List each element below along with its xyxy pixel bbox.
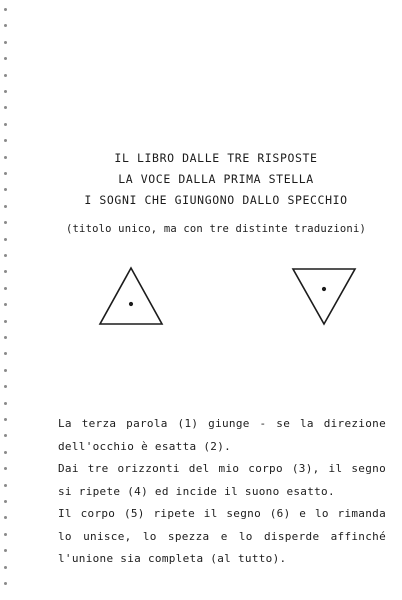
binding-hole	[4, 106, 7, 109]
title-block	[0, 148, 402, 211]
body-line-4: si ripete (4) ed incide il suono esatto.	[58, 484, 335, 498]
binding-hole	[4, 24, 7, 27]
body-line-3: Dai tre orizzonti del mio corpo (3), il segno	[58, 462, 386, 475]
body-line-1: La terza parola (1) giunge - se la direzione	[58, 417, 386, 430]
binding-hole	[4, 549, 7, 552]
binding-hole	[4, 139, 7, 142]
binding-hole	[4, 484, 7, 487]
binding-hole	[4, 369, 7, 372]
binding-hole	[4, 90, 7, 93]
binding-hole	[4, 582, 7, 585]
symbols-row	[0, 262, 402, 332]
body-line-2: dell'occhio è esatta (2).	[58, 439, 232, 453]
subtitle: (titolo unico, ma con tre distinte traduzioni)	[66, 223, 366, 235]
binding-hole	[4, 516, 7, 519]
body-line-7: l'unione sia completa (al tutto).	[58, 552, 287, 565]
binding-hole	[4, 451, 7, 454]
body-line-6: lo unisce, lo spezza e lo disperde affinché	[58, 529, 386, 543]
binding-hole	[4, 434, 7, 437]
binding-hole	[4, 418, 7, 421]
binding-hole	[4, 57, 7, 60]
binding-hole	[4, 533, 7, 536]
binding-hole	[4, 500, 7, 503]
binding-hole	[4, 402, 7, 405]
triangle-down-with-dot-icon	[289, 264, 359, 330]
binding-hole	[4, 221, 7, 224]
binding-hole	[4, 385, 7, 388]
binding-hole	[4, 467, 7, 470]
title-line-3: I SOGNI CHE GIUNGONO DALLO SPECCHIO	[84, 193, 348, 207]
title-line-2: LA VOCE DALLA PRIMA STELLA	[118, 172, 314, 186]
binding-hole	[4, 8, 7, 11]
body-line-5: Il corpo (5) ripete il segno (6) e lo rimanda	[58, 507, 386, 520]
binding-hole	[4, 41, 7, 44]
title-line-1: IL LIBRO DALLE TRE RISPOSTE	[114, 151, 318, 165]
binding-hole	[4, 336, 7, 339]
body-text	[58, 413, 386, 571]
binding-hole	[4, 566, 7, 569]
binding-hole	[4, 238, 7, 241]
binding-hole	[4, 74, 7, 77]
binding-hole	[4, 254, 7, 257]
binding-hole	[4, 123, 7, 126]
binding-hole	[4, 352, 7, 355]
triangle-up-with-dot-icon	[96, 264, 166, 330]
